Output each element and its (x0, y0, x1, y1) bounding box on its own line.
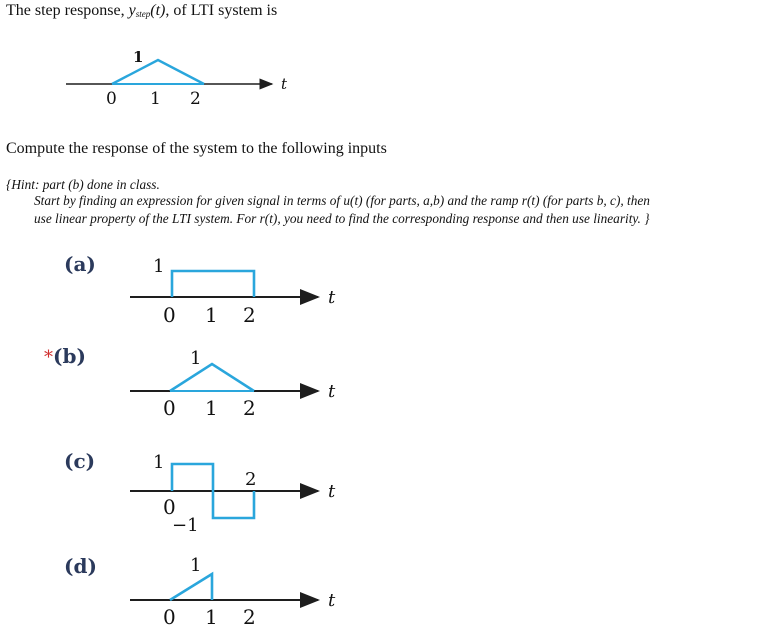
y-symbol: y (128, 2, 136, 19)
plot-b-signal (170, 364, 254, 391)
plot-a-tick-2: 2 (243, 303, 256, 327)
plot-d (130, 555, 336, 629)
plot-c-axis-label: t (328, 481, 336, 502)
step-response-plot (66, 48, 288, 109)
title-suffix: , of LTI system is (165, 2, 278, 19)
title-intro: The step response, (6, 2, 125, 19)
plot-b-axis-label: t (328, 381, 336, 402)
step-tick-0: 0 (106, 89, 117, 109)
plot-d-tick-0: 0 (163, 605, 176, 629)
plot-b-tick-1: 1 (205, 396, 218, 420)
plot-c-tick-0: 0 (163, 495, 176, 519)
plot-a-axis-label: t (328, 287, 336, 308)
hint-line-1: {Hint: part (b) done in class. (6, 177, 160, 192)
plot-a (130, 256, 336, 327)
step-axis-label: t (281, 75, 288, 93)
step-peak-label: 1 (133, 48, 144, 66)
plot-d-tick-2: 2 (243, 605, 256, 629)
plot-c-neg-label: −1 (172, 515, 199, 536)
part-b-label: *(b) (44, 344, 86, 368)
prompt-text: Compute the response of the system to the following inputs (6, 140, 387, 157)
step-triangle (112, 60, 204, 84)
y-arg: (t) (150, 2, 166, 19)
plot-b-tick-0: 0 (163, 396, 176, 420)
plot-c-amp-label: 1 (153, 452, 165, 473)
hint-line-2: Start by finding an expression for given signal in terms of u(t) (for parts, a,b) and the ramp r(t) (for parts b, c), then (34, 193, 650, 208)
plot-a-amp-label: 1 (153, 256, 165, 277)
part-a-label: (a) (64, 252, 96, 276)
plot-c (130, 452, 336, 536)
part-c-label: (c) (64, 449, 96, 473)
plot-d-signal (170, 574, 212, 600)
plot-d-tick-1: 1 (205, 605, 218, 629)
plot-b-amp-label: 1 (190, 348, 202, 369)
plot-a-tick-0: 0 (163, 303, 176, 327)
plot-a-signal (172, 271, 254, 297)
part-b-star: * (44, 347, 53, 368)
step-tick-2: 2 (190, 89, 201, 109)
hint-line-3: use linear property of the LTI system. For r(t), you need to find the corresponding response and then use linearity. } (34, 211, 650, 226)
y-subscript: step (135, 9, 151, 19)
plot-d-amp-label: 1 (190, 555, 202, 576)
plot-d-axis-label: t (328, 590, 336, 611)
part-d-label: (d) (64, 554, 97, 578)
plot-c-tick-2: 2 (245, 469, 257, 490)
step-tick-1: 1 (150, 89, 161, 109)
plot-b-tick-2: 2 (243, 396, 256, 420)
plot-b (130, 348, 336, 420)
plot-a-tick-1: 1 (205, 303, 218, 327)
